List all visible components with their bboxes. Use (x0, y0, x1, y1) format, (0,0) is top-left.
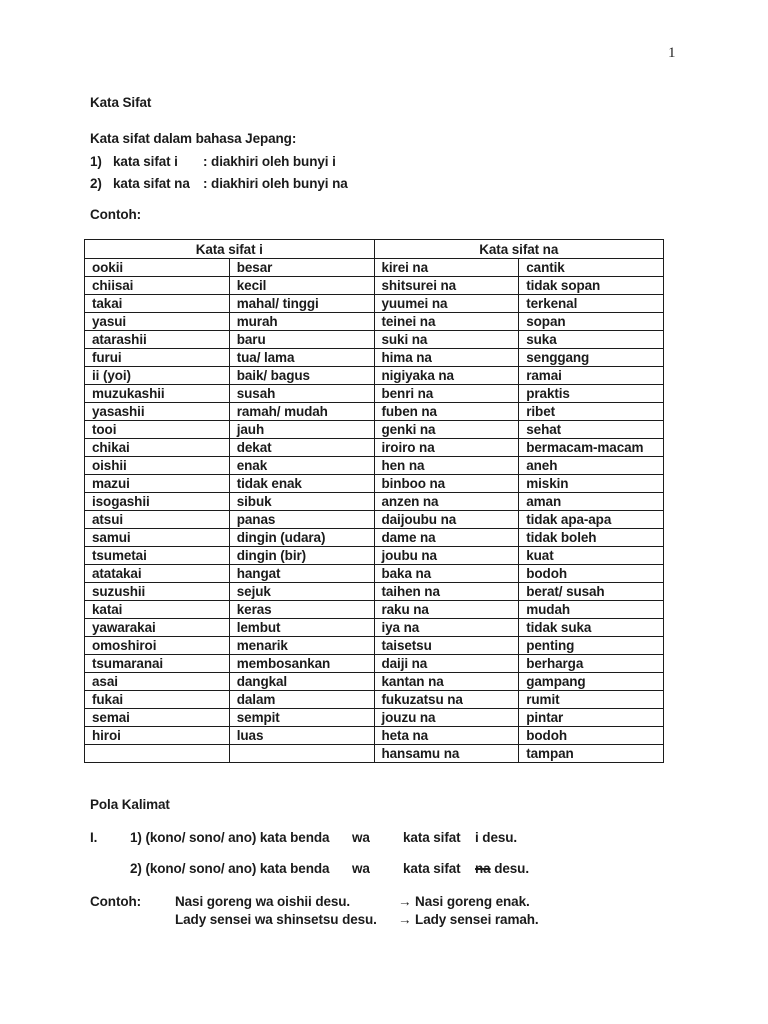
pola-kata-sifat: kata sifat (403, 861, 461, 876)
table-cell: mazui (85, 475, 230, 493)
pola-wa: wa (352, 861, 370, 876)
table-cell: atarashii (85, 331, 230, 349)
intro-item-definition: : diakhiri oleh bunyi i (203, 154, 336, 169)
table-cell: kirei na (374, 259, 519, 277)
table-cell: hangat (229, 565, 374, 583)
table-row (85, 457, 664, 475)
intro-item-number: 2) (90, 176, 102, 191)
table-cell: fuben na (374, 403, 519, 421)
table-cell: tsumetai (85, 547, 230, 565)
table-cell: muzukashii (85, 385, 230, 403)
table-cell: dingin (bir) (229, 547, 374, 565)
table-row (85, 619, 664, 637)
table-cell: rumit (519, 691, 664, 709)
table-cell: sibuk (229, 493, 374, 511)
example-row-2 (90, 912, 539, 930)
table-cell: kecil (229, 277, 374, 295)
pola-phrase: 1) (kono/ sono/ ano) kata benda (130, 830, 330, 845)
table-cell: kuat (519, 547, 664, 565)
table-row (85, 691, 664, 709)
table-cell: penting (519, 637, 664, 655)
table-cell: baru (229, 331, 374, 349)
table-cell: murah (229, 313, 374, 331)
table-cell: ookii (85, 259, 230, 277)
intro-item-definition: : diakhiri oleh bunyi na (203, 176, 348, 191)
table-cell: sopan (519, 313, 664, 331)
table-cell: iya na (374, 619, 519, 637)
table-cell: ramah/ mudah (229, 403, 374, 421)
table-cell: lembut (229, 619, 374, 637)
contoh-examples (90, 894, 539, 930)
table-cell: dingin (udara) (229, 529, 374, 547)
pola-phrase: 2) (kono/ sono/ ano) kata benda (130, 861, 330, 876)
pola-suffix: desu. (490, 861, 529, 876)
table-cell: nigiyaka na (374, 367, 519, 385)
table-row (85, 745, 664, 763)
table-cell: sempit (229, 709, 374, 727)
table-row (85, 547, 664, 565)
table-cell: ribet (519, 403, 664, 421)
table-cell: berat/ susah (519, 583, 664, 601)
table-cell: fukuzatsu na (374, 691, 519, 709)
adjective-table-body (85, 259, 664, 763)
table-cell: dangkal (229, 673, 374, 691)
table-row (85, 385, 664, 403)
table-cell: yawarakai (85, 619, 230, 637)
table-cell: oishii (85, 457, 230, 475)
table-cell: keras (229, 601, 374, 619)
table-cell: takai (85, 295, 230, 313)
table-row (85, 475, 664, 493)
intro-item-term: kata sifat na (113, 176, 190, 191)
table-cell: yasui (85, 313, 230, 331)
example-japanese: Nasi goreng wa oishii desu. (175, 894, 351, 909)
pola-pattern-line-1 (90, 830, 517, 845)
table-cell: ii (yoi) (85, 367, 230, 385)
table-cell: tooi (85, 421, 230, 439)
table-cell: baka na (374, 565, 519, 583)
table-cell: luas (229, 727, 374, 745)
contoh-label: Contoh: (90, 207, 142, 222)
table-cell: chikai (85, 439, 230, 457)
table-cell: susah (229, 385, 374, 403)
table-cell: jauh (229, 421, 374, 439)
table-row (85, 349, 664, 367)
table-row (85, 403, 664, 421)
table-row (85, 601, 664, 619)
table-cell: atsui (85, 511, 230, 529)
example-label: Contoh: (90, 894, 142, 909)
table-cell: yuumei na (374, 295, 519, 313)
table-cell: bodoh (519, 565, 664, 583)
table-row (85, 511, 664, 529)
table-row (85, 493, 664, 511)
table-cell: omoshiroi (85, 637, 230, 655)
table-cell: pintar (519, 709, 664, 727)
table-cell: terkenal (519, 295, 664, 313)
table-cell: tampan (519, 745, 664, 763)
table-cell: enak (229, 457, 374, 475)
table-cell: cantik (519, 259, 664, 277)
table-cell: tua/ lama (229, 349, 374, 367)
pola-kalimat-heading: Pola Kalimat (90, 797, 170, 812)
table-cell: daiji na (374, 655, 519, 673)
table-cell: taisetsu (374, 637, 519, 655)
table-cell: shitsurei na (374, 277, 519, 295)
table-cell: menarik (229, 637, 374, 655)
table-cell: praktis (519, 385, 664, 403)
table-cell: suzushii (85, 583, 230, 601)
intro-item-1 (90, 154, 336, 169)
table-cell: tidak sopan (519, 277, 664, 295)
table-row (85, 421, 664, 439)
pola-pattern-line-2 (90, 861, 529, 876)
example-japanese: Lady sensei wa shinsetsu desu. (175, 912, 377, 927)
table-row (85, 295, 664, 313)
table-row (85, 583, 664, 601)
example-translation: → Lady sensei ramah. (398, 912, 539, 927)
table-cell: taihen na (374, 583, 519, 601)
example-row-1 (90, 894, 539, 912)
table-cell: mahal/ tinggi (229, 295, 374, 313)
pola-suffix: i desu. (475, 830, 518, 845)
table-cell: raku na (374, 601, 519, 619)
table-cell: membosankan (229, 655, 374, 673)
table-cell: berharga (519, 655, 664, 673)
intro-heading: Kata sifat dalam bahasa Jepang: (90, 131, 297, 146)
table-cell: hima na (374, 349, 519, 367)
table-cell: hansamu na (374, 745, 519, 763)
table-cell: aman (519, 493, 664, 511)
table-cell: isogashii (85, 493, 230, 511)
table-cell: joubu na (374, 547, 519, 565)
table-cell: dame na (374, 529, 519, 547)
table-header-row (85, 240, 664, 259)
table-cell: furui (85, 349, 230, 367)
table-row (85, 259, 664, 277)
table-cell: iroiro na (374, 439, 519, 457)
table-cell: asai (85, 673, 230, 691)
table-cell: jouzu na (374, 709, 519, 727)
table-cell: besar (229, 259, 374, 277)
table-cell: tidak boleh (519, 529, 664, 547)
pola-strikethrough-na: na (475, 861, 491, 876)
table-cell: tidak apa-apa (519, 511, 664, 529)
table-cell: ramai (519, 367, 664, 385)
adjective-table (84, 239, 664, 763)
page-title: Kata Sifat (90, 95, 152, 110)
intro-item-number: 1) (90, 154, 102, 169)
table-cell: semai (85, 709, 230, 727)
table-cell: chiisai (85, 277, 230, 295)
table-cell: suki na (374, 331, 519, 349)
table-row (85, 277, 664, 295)
table-cell: daijoubu na (374, 511, 519, 529)
table-row (85, 313, 664, 331)
table-cell: anzen na (374, 493, 519, 511)
table-cell: senggang (519, 349, 664, 367)
table-row (85, 331, 664, 349)
table-cell: tidak enak (229, 475, 374, 493)
table-cell: tidak suka (519, 619, 664, 637)
table-row (85, 637, 664, 655)
intro-item-term: kata sifat i (113, 154, 178, 169)
example-translation: → Nasi goreng enak. (398, 894, 530, 909)
table-row (85, 673, 664, 691)
table-cell: panas (229, 511, 374, 529)
table-cell: teinei na (374, 313, 519, 331)
table-cell: katai (85, 601, 230, 619)
table-cell: hen na (374, 457, 519, 475)
table-cell: heta na (374, 727, 519, 745)
table-row (85, 529, 664, 547)
pola-wa: wa (352, 830, 370, 845)
table-cell: bodoh (519, 727, 664, 745)
table-cell: bermacam-macam (519, 439, 664, 457)
table-cell: baik/ bagus (229, 367, 374, 385)
table-cell: benri na (374, 385, 519, 403)
table-cell: mudah (519, 601, 664, 619)
table-cell: yasashii (85, 403, 230, 421)
intro-item-2 (90, 176, 348, 191)
pola-roman-numeral: I. (90, 830, 98, 845)
table-cell: fukai (85, 691, 230, 709)
table-cell: dalam (229, 691, 374, 709)
table-cell: gampang (519, 673, 664, 691)
table-header-kata-sifat-i: Kata sifat i (85, 240, 375, 259)
table-row (85, 565, 664, 583)
table-cell: kantan na (374, 673, 519, 691)
table-cell: binboo na (374, 475, 519, 493)
table-row (85, 655, 664, 673)
table-cell: tsumaranai (85, 655, 230, 673)
table-cell: aneh (519, 457, 664, 475)
table-cell: hiroi (85, 727, 230, 745)
table-row (85, 439, 664, 457)
pola-kata-sifat: kata sifat (403, 830, 461, 845)
table-cell: miskin (519, 475, 664, 493)
table-cell: genki na (374, 421, 519, 439)
table-row (85, 709, 664, 727)
table-cell: dekat (229, 439, 374, 457)
table-cell (85, 745, 230, 763)
table-header-kata-sifat-na: Kata sifat na (374, 240, 664, 259)
table-cell: samui (85, 529, 230, 547)
page-number: 1 (668, 45, 676, 61)
table-cell: suka (519, 331, 664, 349)
table-cell: atatakai (85, 565, 230, 583)
table-row (85, 367, 664, 385)
table-cell: sehat (519, 421, 664, 439)
table-row (85, 727, 664, 745)
table-cell (229, 745, 374, 763)
table-cell: sejuk (229, 583, 374, 601)
